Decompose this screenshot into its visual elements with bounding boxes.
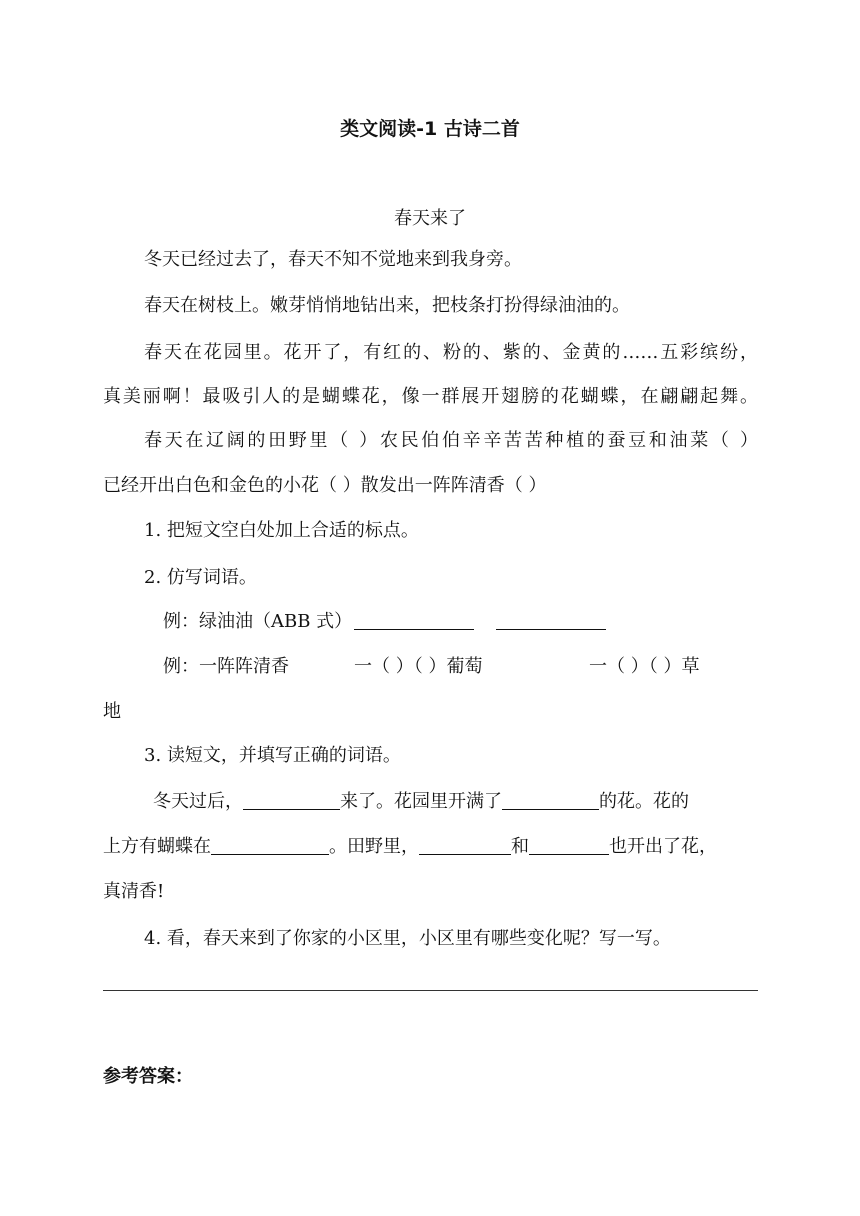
question-3-line-3: 真清香! xyxy=(103,881,165,902)
question-2-example-1 xyxy=(163,609,606,635)
q3-text: 也开出了花， xyxy=(609,836,717,857)
answer-blank[interactable] xyxy=(243,791,340,810)
q3-text: 。田野里， xyxy=(329,836,419,857)
answer-blank[interactable] xyxy=(496,611,606,630)
question-3-line-1 xyxy=(153,789,758,815)
question-2: 2. 仿写词语。 xyxy=(144,567,257,588)
question-3: 3. 读短文，并填写正确的词语。 xyxy=(144,745,401,766)
passage-paragraph-2: 春天在树枝上。嫩芽悄悄地钻出来，把枝条打扮得绿油油的。 xyxy=(144,295,630,316)
answer-key-label: 参考答案： xyxy=(103,1066,193,1087)
example-2-grapes: 一（ ）（ ）葡萄 xyxy=(354,656,483,677)
passage-heading: 春天来了 xyxy=(394,208,466,229)
q3-text: 冬天过后， xyxy=(153,791,243,812)
passage-paragraph-4-line-2: 已经开出白色和金色的小花（ ）散发出一阵阵清香（ ） xyxy=(103,475,547,496)
passage-paragraph-3-line-2: 真美丽啊！最吸引人的是蝴蝶花，像一群展开翅膀的花蝴蝶，在翩翩起舞。 xyxy=(103,386,758,407)
example-2-label: 例：一阵阵清香 xyxy=(163,656,289,677)
question-2-example-2 xyxy=(163,654,758,680)
passage-paragraph-4-line-1: 春天在辽阔的田野里（ ）农民伯伯辛辛苦苦种植的蚕豆和油菜（ ） xyxy=(144,430,758,451)
example-2-tail: 地 xyxy=(103,701,121,722)
page-title: 类文阅读-1 古诗二首 xyxy=(340,118,520,140)
example-1-label: 例：绿油油（ABB 式） xyxy=(163,611,353,632)
answer-blank[interactable] xyxy=(419,836,511,855)
question-1: 1. 把短文空白处加上合适的标点。 xyxy=(144,520,419,541)
writing-line[interactable] xyxy=(103,990,758,991)
answer-blank[interactable] xyxy=(211,836,329,855)
passage-paragraph-3-line-1: 春天在花园里。花开了，有红的、粉的、紫的、金黄的……五彩缤纷， xyxy=(144,342,758,363)
example-2-grass: 一（ ）（ ）草 xyxy=(589,656,700,677)
q3-text: 上方有蝴蝶在 xyxy=(103,836,211,857)
answer-blank[interactable] xyxy=(502,791,599,810)
answer-blank[interactable] xyxy=(529,836,609,855)
passage-paragraph-1: 冬天已经过去了，春天不知不觉地来到我身旁。 xyxy=(144,249,522,270)
q3-text: 和 xyxy=(511,836,529,857)
answer-blank[interactable] xyxy=(354,611,474,630)
question-3-line-2 xyxy=(103,834,758,860)
q3-text: 的花。花的 xyxy=(599,791,689,812)
question-4: 4. 看，春天来到了你家的小区里，小区里有哪些变化呢？写一写。 xyxy=(144,928,671,949)
q3-text: 来了。花园里开满了 xyxy=(340,791,502,812)
